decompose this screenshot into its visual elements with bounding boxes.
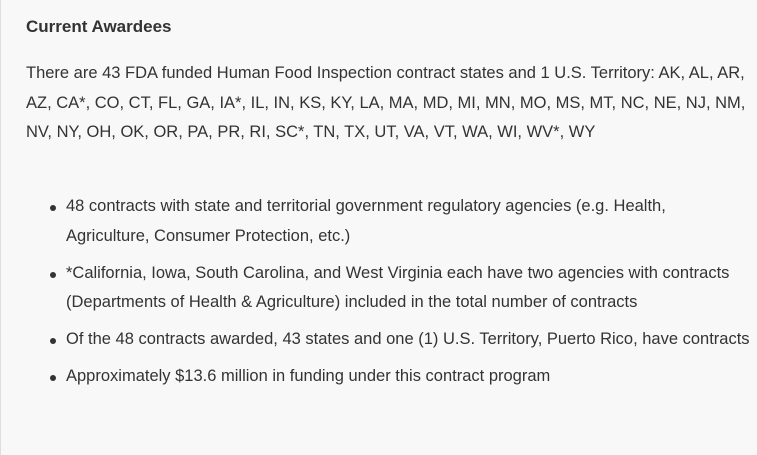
list-item-text: Approximately $13.6 million in funding under this contract program	[66, 367, 551, 385]
list-item	[26, 362, 751, 392]
list-item-text: Of the 48 contracts awarded, 43 states and one (1) U.S. Territory, Puerto Rico, have contracts	[66, 330, 750, 348]
bullet-icon	[50, 272, 56, 278]
list-item	[26, 259, 751, 318]
list-item	[26, 192, 751, 251]
bullet-icon	[50, 205, 56, 211]
list-item-text: *California, Iowa, South Carolina, and West Virginia each have two agencies with contracts (Departments of Health & Agriculture) included in the total number of contracts	[66, 263, 730, 311]
intro-paragraph: There are 43 FDA funded Human Food Inspection contract states and 1 U.S. Territory: AK, AL, AR, AZ, CA*, CO, CT, FL, GA, IA*, IL, IN, KS, KY, LA, MA, MD, MI, MN, MO, MS, MT, NC, NE, NJ, NM, NV, NY, OH, OK, OR, PA, PR, RI, SC*, TN, TX, UT, VA, VT, WA, WI, WV*, WY	[26, 64, 746, 141]
bullet-icon	[50, 375, 56, 381]
list-item-text: 48 contracts with state and territorial government regulatory agencies (e.g. Health, Agriculture, Consumer Protection, etc.)	[66, 197, 666, 245]
awardee-facts-list	[26, 192, 751, 399]
section-heading: Current Awardees	[26, 17, 172, 36]
bullet-icon	[50, 338, 56, 344]
list-item	[26, 325, 751, 355]
